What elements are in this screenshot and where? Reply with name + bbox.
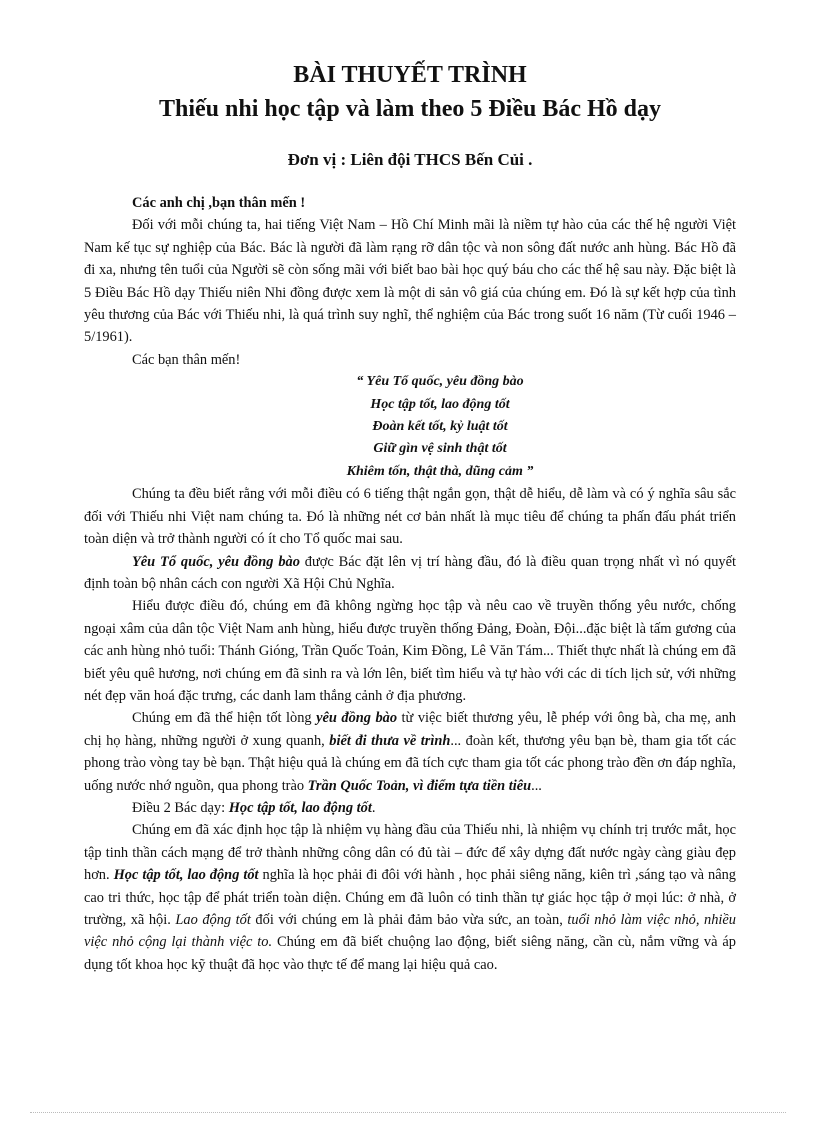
text-run: nghĩa là học phải đi đôi với hành , học phải siêng năng, kiên trì ,sáng tạo và nâng cao tri thức, học tập để phát triển toàn diện. Chúng em đã luôn có tinh thần tự giác học tập ở mọi lúc: ở nhà, ở trường, xã hội. <box>84 867 736 928</box>
unit-label: Đơn vị : Liên đội THCS Bến Củi . <box>287 150 533 169</box>
text-run: đối với chúng em là phải đảm bảo vừa sức, an toàn, <box>250 912 568 928</box>
paragraph-3: Chúng ta đều biết rằng với mỗi điều có 6 tiếng thật ngắn gọn, thật dễ hiểu, dễ làm và có ý nghĩa sâu sắc đối với Thiếu nhi Việt nam chúng ta. Đó là những nét cơ bản nhất là mục tiêu để chúng ta phấn đấu phát triển toàn diện và trở thành người có ít cho Tổ quốc mai sau. <box>84 486 736 548</box>
emphasis: yêu đồng bào <box>316 710 398 727</box>
text-run: từ việc biết thương yêu, lễ phép với ông bà, cha mẹ, anh chị họ hàng, những người ở xung quanh, <box>84 710 736 749</box>
paragraph-7 <box>84 797 736 819</box>
text-run: Chúng em đã thể hiện tốt lòng <box>132 710 317 727</box>
paragraph-4 <box>84 551 736 596</box>
text-run: . <box>371 799 376 816</box>
poem-line: “ Yêu Tổ quốc, yêu đồng bào <box>356 374 524 390</box>
emphasis: Yêu Tổ quốc, yêu đồng bào <box>132 553 300 570</box>
paragraph-2: Các bạn thân mến! <box>132 351 241 368</box>
text-run: Chúng em đã xác định học tập là nhiệm vụ hàng đầu của Thiếu nhi, là nhiệm vụ chính trị trước mắt, học tập tinh thần cách mạng để trở thành những công dân có đủ tài – đức để xây dựng đất nước ngày càng giàu đẹp hơn. <box>84 822 736 884</box>
page-bottom-divider <box>30 1112 786 1113</box>
document-title <box>84 58 736 126</box>
greeting: Các anh chị ,bạn thân mến ! <box>132 195 306 211</box>
paragraph-5: Hiểu được điều đó, chúng em đã không ngừng học tập và nêu cao về truyền thống yêu nước, chống ngoại xâm của dân tộc Việt Nam anh hùng, hiểu được truyền thống Đảng, Đoàn, Đội...đặc biệt là tấm gương của các anh hùng nhỏ tuổi: Thánh Gióng, Trần Quốc Toản, Kim Đồng, Lê Văn Tám... Thiết thực nhất là chúng em đã biết yêu quê hương, nơi chúng em đã sinh ra và lớn lên, biết tìm hiểu và tự hào với các di tích lịch sử, với những nét đẹp văn hoá đặc trưng, các danh lam thắng cảnh ở địa phương. <box>84 598 736 704</box>
italic-run: tuổi nhỏ làm việc nhỏ, nhiều việc nhỏ cộng lại thành việc to. <box>84 912 736 951</box>
text-run: ... <box>531 777 542 794</box>
italic-run: Lao động tốt <box>175 912 251 928</box>
poem-line: Đoàn kết tốt, kỷ luật tốt <box>372 419 508 435</box>
emphasis: Trần Quốc Toản, vì điểm tựa tiền tiêu <box>307 777 532 794</box>
paragraph-6 <box>84 707 736 797</box>
emphasis: biết đi thưa về trình <box>329 732 451 749</box>
emphasis: Học tập tốt, lao động tốt <box>228 799 372 816</box>
poem <box>144 371 736 483</box>
emphasis: Học tập tốt, lao động tốt <box>113 867 259 884</box>
paragraph-8 <box>84 819 736 976</box>
document-body <box>84 192 736 976</box>
title-line-2: Thiếu nhi học tập và làm theo 5 Điều Bác Hồ dạy <box>158 96 662 122</box>
document-page <box>84 58 736 976</box>
text-run: ... đoàn kết, thương yêu bạn bè, tham gia tốt các phong trào vòng tay bè bạn. Thật hiệu quả là chúng em đã tích cực tham gia tốt các phong trào đền ơn đáp nghĩa, uống nước nhớ nguồn, qua phong trào <box>84 732 736 794</box>
title-line-1: BÀI THUYẾT TRÌNH <box>293 62 527 88</box>
poem-line: Giữ gìn vệ sinh thật tốt <box>373 441 507 457</box>
poem-line: Khiêm tốn, thật thà, dũng cảm ” <box>346 463 534 479</box>
text-run: Điều 2 Bác dạy: <box>132 799 229 816</box>
text-run: được Bác đặt lên vị trí hàng đầu, đó là điều quan trọng nhất vì nó quyết định toàn bộ nhân cách con người Xã Hội Chủ Nghĩa. <box>84 553 736 592</box>
paragraph-1: Đối với mỗi chúng ta, hai tiếng Việt Nam – Hồ Chí Minh mãi là niềm tự hào của các thế hệ người Việt Nam kế tục sự nghiệp của Bác. Bác là người đã làm rạng rỡ dân tộc và non sông đất nước anh hùng. Bác Hồ đã đi xa, nhưng tên tuổi của Người sẽ còn sống mãi với biết bao bài học quý báu cho các thế hệ sau này. Đặc biệt là 5 Điều Bác Hồ dạy Thiếu niên Nhi đồng được xem là một di sản vô giá của chúng em. Đó là sự kết hợp của tình yêu thương của Bác với Thiếu nhi, là quá trình suy nghĩ, thể nghiệm của Bác trong suốt 16 năm (Từ cuối 1946 – 5/1961). <box>84 217 736 346</box>
poem-line: Học tập tốt, lao động tốt <box>370 396 510 412</box>
text-run: Chúng em đã biết chuộng lao động, biết siêng năng, cần cù, nắm vững và áp dụng tốt khoa học kỹ thuật đã học vào thực tế để mang lại hiệu quả cao. <box>84 934 736 973</box>
